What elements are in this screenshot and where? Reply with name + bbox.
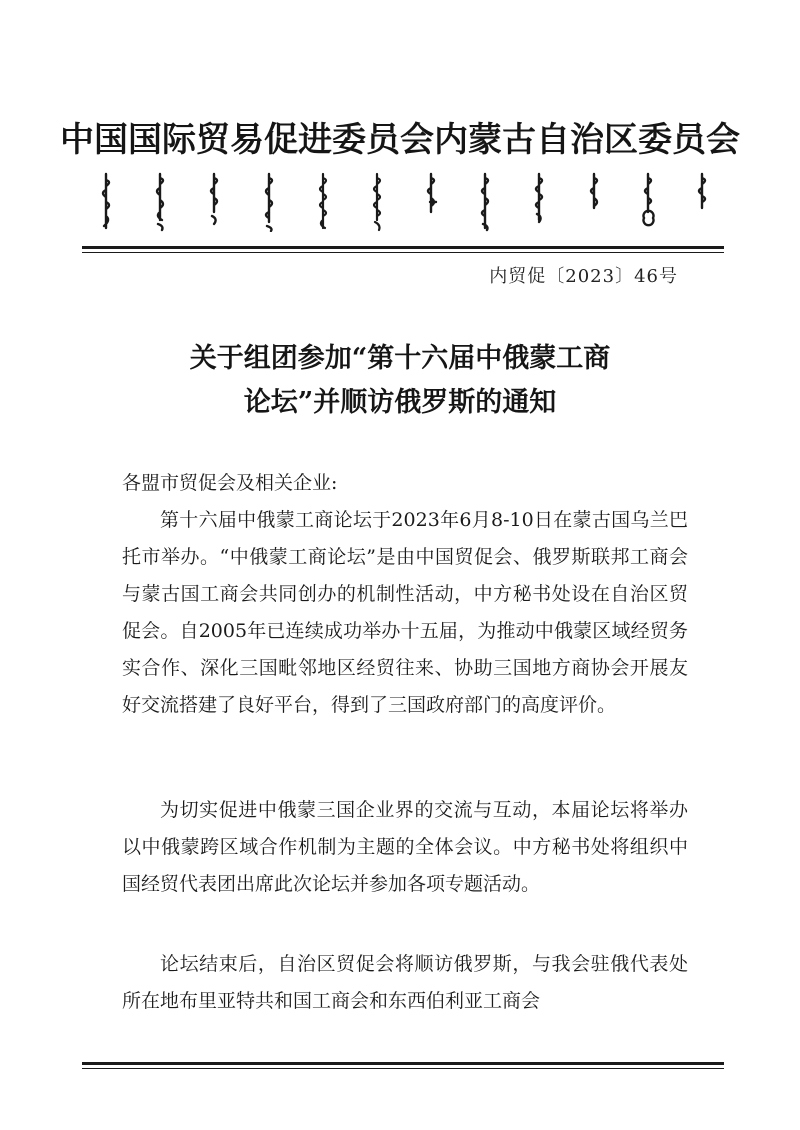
mongolian-word-2 <box>150 172 170 232</box>
footer-rule-thick <box>82 1062 724 1065</box>
salutation: 各盟市贸促会及相关企业: <box>122 472 338 494</box>
mongolian-word-12 <box>692 172 712 232</box>
body-paragraph-3: 论坛结束后，自治区贸促会将顺访俄罗斯，与我会驻俄代表处所在地布里亚特共和国工商会和东西伯利亚工商会 <box>122 953 688 1012</box>
mongolian-word-8 <box>475 172 495 232</box>
organization-header: 中国国际贸易促进委员会内蒙古自治区委员会 <box>60 120 740 160</box>
mongolian-word-1 <box>96 172 116 232</box>
mongolian-script-header <box>96 172 712 238</box>
footer-rule-thin <box>82 1068 724 1069</box>
body-paragraph-2: 为切实促进中俄蒙三国企业界的交流与互动，本届论坛将举办以中俄蒙跨区域合作机制为主题的全体会议。中方秘书处将组织中国经贸代表团出席此次论坛并参加各项专题活动。 <box>122 799 688 895</box>
mongolian-word-9 <box>529 172 549 232</box>
document-number: 内贸促〔2023〕46号 <box>489 266 678 287</box>
mongolian-word-11 <box>638 172 658 232</box>
body-paragraph-1: 第十六届中俄蒙工商论坛于2023年6月8-10日在蒙古国乌兰巴托市举办。“中俄蒙工商论坛”是由中国贸促会、俄罗斯联邦工商会与蒙古国工商会共同创办的机制性活动，中方秘书处设在自治区贸促会。自2005年已连续成功举办十五届，为推动中俄蒙区域经贸务实合作、深化三国毗邻地区经贸往来、协助三国地方商协会开展友好交流搭建了良好平台，得到了三国政府部门的高度评价。 <box>122 509 688 716</box>
header-rule-thin <box>82 252 724 253</box>
notice-title-line-1: 关于组团参加“第十六届中俄蒙工商 <box>189 343 611 374</box>
mongolian-word-5 <box>313 172 333 232</box>
mongolian-word-3 <box>204 172 224 232</box>
mongolian-word-6 <box>367 172 387 232</box>
mongolian-word-7 <box>421 172 441 232</box>
header-rule-thick <box>82 246 724 249</box>
notice-title-line-2: 论坛”并顺访俄罗斯的通知 <box>243 387 557 418</box>
mongolian-word-4 <box>259 172 279 232</box>
mongolian-word-10 <box>584 172 604 232</box>
